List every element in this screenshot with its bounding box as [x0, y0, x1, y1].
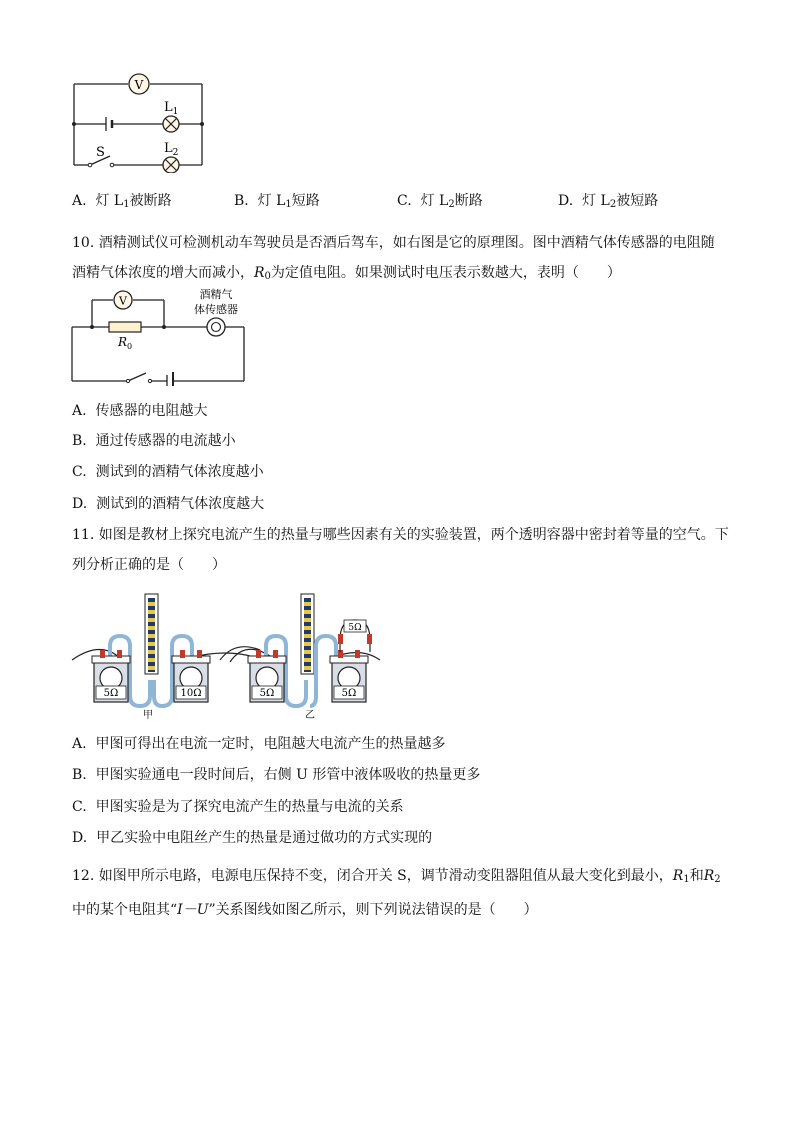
q11-yi-right-resistance: 5Ω: [341, 688, 357, 699]
q11-yi-caption: 乙: [305, 710, 315, 721]
svg-text:V: V: [119, 294, 127, 308]
q9-circuit-diagram: [60, 68, 220, 173]
q9-lamp-l2: [163, 141, 179, 173]
q10-sensor-label-2: 体传感器: [194, 303, 238, 316]
q10-circuit-diagram: [66, 286, 252, 386]
q10-option-d: D. 测试到的酒精气体浓度越大: [72, 496, 265, 512]
q10-sensor-label-1: 酒精气: [199, 288, 233, 301]
q12-stem-line1: 12. 如图甲所示电路，电源电压保持不变，闭合开关 S，调节滑动变阻器阻值从最大变化到最小，$R_1$和$R_2$: [72, 868, 721, 885]
q10-alcohol-sensor: [207, 318, 225, 336]
q9-voltmeter: [129, 74, 149, 94]
q10-option-b: B. 通过传感器的电流越小: [72, 433, 236, 449]
q11-yi-external-resistance: 5Ω: [348, 623, 362, 633]
q11-jia-right-resistance: 10Ω: [180, 688, 202, 699]
q11-yi-left-resistance: 5Ω: [259, 688, 275, 699]
q11-option-c: C. 甲图实验是为了探究电流产生的热量与电流的关系: [72, 799, 404, 815]
svg-text:V: V: [134, 78, 144, 92]
q10-resistor-r0: [109, 322, 141, 332]
q11-apparatus-yi: [230, 594, 380, 721]
q10-stem-line2: 酒精气体浓度的增大而减小，$R_0$为定值电阻。如果测试时电压表示数越大，表明（ ）: [72, 265, 621, 282]
q11-stem-line1: 11. 如图是教材上探究电流产生的热量与哪些因素有关的实验装置，两个透明容器中密封着等量的空气。下: [72, 527, 729, 543]
q9-option-d: D. 灯 $L_2$被短路: [558, 193, 659, 210]
q10-resistor-label: $R_0$: [118, 335, 133, 351]
q9-option-b: B. 灯 $L_1$短路: [234, 193, 320, 210]
q11-experiment-figure: [70, 590, 386, 722]
q11-jia-caption: 甲: [143, 710, 153, 721]
q12-stem-line2: 中的某个电阻其“I－U”关系图线如图乙所示，则下列说法错误的是（ ）: [72, 902, 538, 918]
q10-stem-line1: 10. 酒精测试仪可检测机动车驾驶员是否酒后驾车，如右图是它的原理图。图中酒精气体传感器的电阻随: [72, 235, 715, 251]
q11-option-b: B. 甲图实验通电一段时间后，右侧 U 形管中液体吸收的热量更多: [72, 767, 481, 783]
q11-option-d: D. 甲乙实验中电阻丝产生的热量是通过做功的方式实现的: [72, 830, 433, 846]
q10-option-a: A. 传感器的电阻越大: [72, 403, 208, 419]
q11-jia-left-resistance: 5Ω: [103, 688, 119, 699]
q9-option-a: A. 灯 $L_1$被断路: [72, 193, 172, 210]
svg-text:L1: $L_1$: [164, 100, 179, 117]
svg-text:L2: $L_2$: [164, 141, 179, 158]
q9-option-c: C. 灯 $L_2$断路: [397, 193, 483, 210]
q10-option-c: C. 测试到的酒精气体浓度越小: [72, 464, 264, 480]
q10-voltmeter: [114, 291, 132, 309]
q11-apparatus-jia: [72, 594, 260, 721]
q11-option-a: A. 甲图可得出在电流一定时，电阻越大电流产生的热量越多: [72, 736, 446, 752]
q9-lamp-l1: [163, 100, 179, 132]
q11-stem-line2: 列分析正确的是（ ）: [72, 557, 226, 573]
q9-switch-label: S: [96, 145, 105, 160]
